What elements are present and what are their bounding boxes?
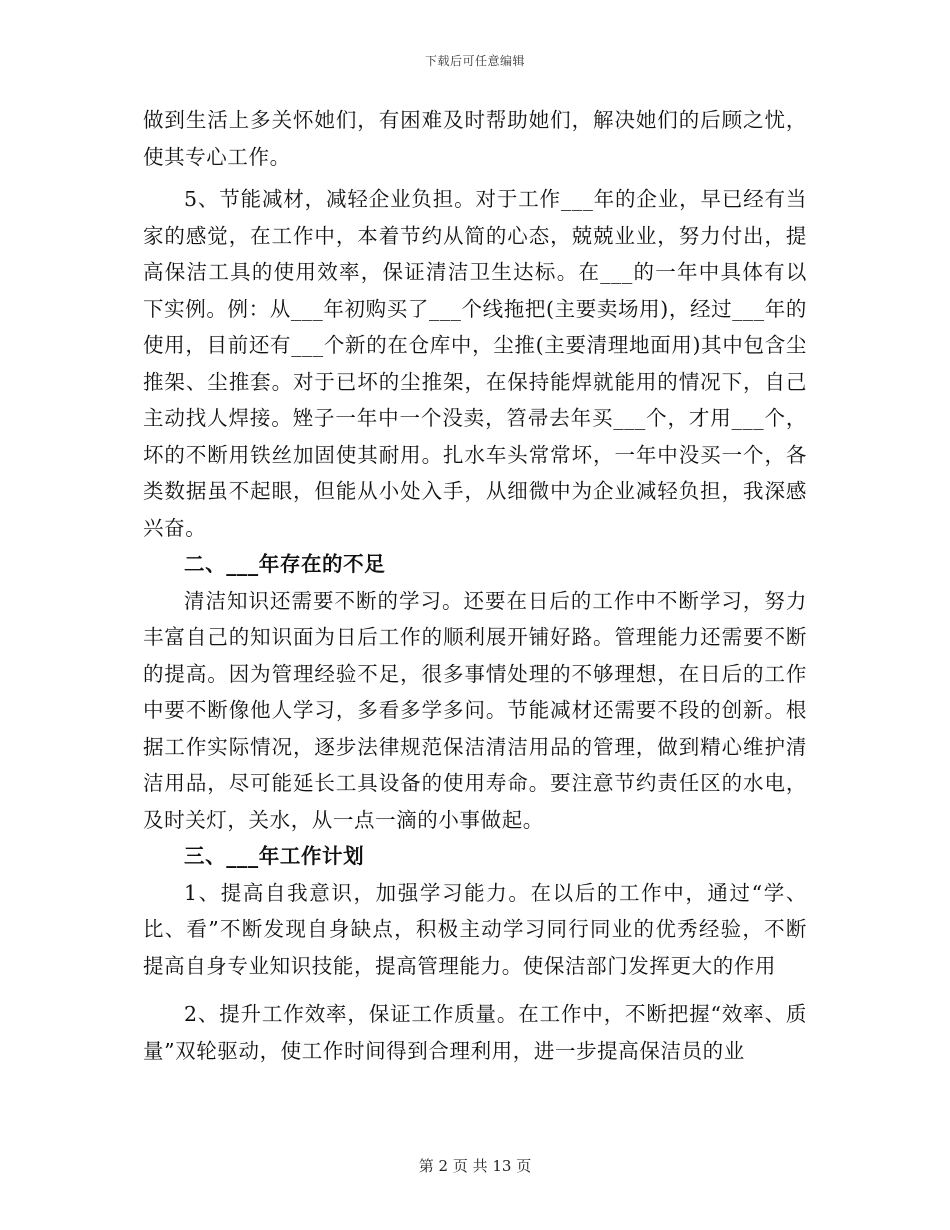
paragraph-continuation: 做到生活上多关怀她们，有困难及时帮助她们，解决她们的后顾之忧，使其专心工作。 (143, 108, 807, 169)
section-heading-work-plan: 三、___年工作计划 (184, 844, 365, 868)
paragraph-shortcomings: 清洁知识还需要不断的学习。还要在日后的工作中不断学习，努力丰富自己的知识面为日后工作的顺利展开铺好路。管理能力还需要不断的提高。因为管理经验不足，很多事情处理的不够理想，在日后的工作中要不断像他人学习，多看多学多问。节能减材还需要不段的创新。根据工作实际情况，逐步法律规范保洁清洁用品的管理，做到精心维护清洁用品，尽可能延长工具设备的使用寿命。要注意节约责任区的水电，及时关灯，关水，从一点一滴的小事做起。 (143, 588, 807, 832)
paragraph-plan-item-2: 2、提升工作效率，保证工作质量。在工作中，不断把握“效率、质量”双轮驱动，使工作时间得到合理利用，进一步提高保洁员的业 (143, 1002, 807, 1063)
section-heading-shortcomings: 二、___年存在的不足 (184, 552, 386, 576)
paragraph-plan-item-1: 1、提高自我意识，加强学习能力。在以后的工作中，通过“学、比、看”不断发现自身缺点，积极主动学习同行同业的优秀经验，不断提高自身专业知识技能，提高管理能力。使保洁部门发挥更大的作用 (143, 880, 807, 978)
page-footer: 第 2 页 共 13 页 (418, 1157, 532, 1175)
document-body (143, 102, 807, 1069)
paragraph-energy-saving: 5、节能减材，减轻企业负担。对于工作___年的企业，早已经有当家的感觉，在工作中，本着节约从简的心态，兢兢业业，努力付出，提高保洁工具的使用效率，保证清洁卫生达标。在___的一年中具体有以下实例。例：从___年初购买了___个线拖把(主要卖场用)，经过___年的使用，目前还有___个新的在仓库中，尘推(主要清理地面用)其中包含尘推架、尘推套。对于已坏的尘推架，在保持能焊就能用的情况下，自己主动找人焊接。矬子一年中一个没卖，笤帚去年买___个，才用___个，坏的不断用铁丝加固使其耐用。扎水车头常常坏，一年中没买一个，各类数据虽不起眼，但能从小处入手，从细微中为企业减轻负担，我深感兴奋。 (143, 187, 807, 540)
page-header: 下载后可任意编辑 (424, 54, 525, 68)
